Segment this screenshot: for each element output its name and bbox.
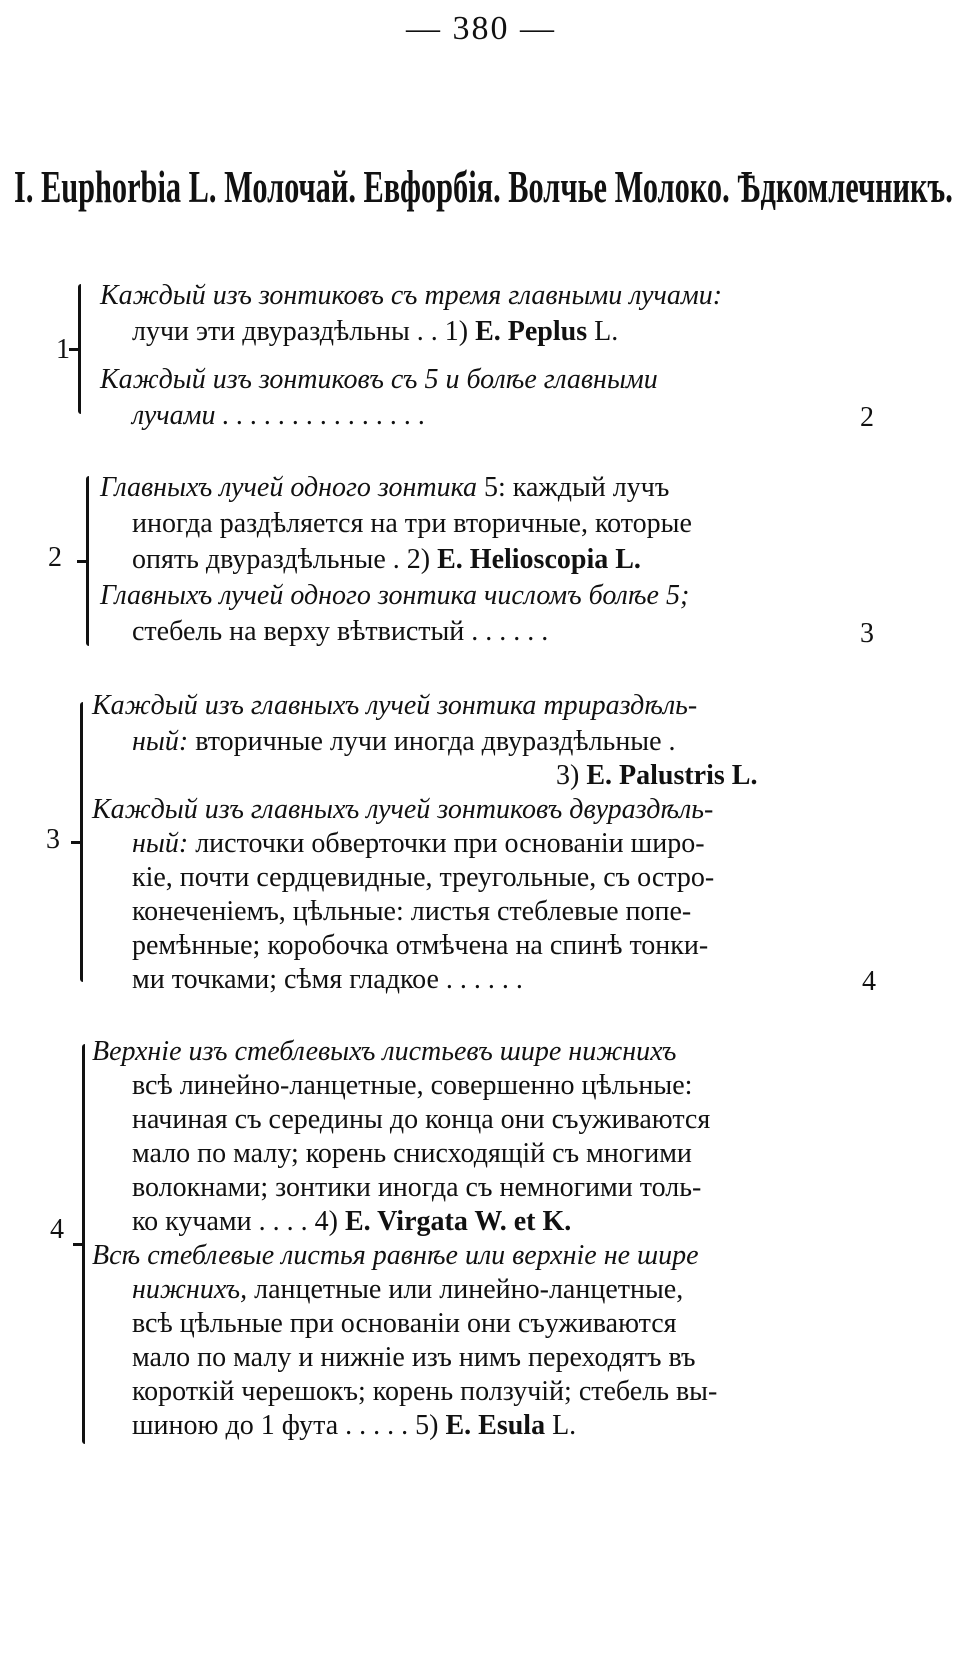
lead-text: лучами . . . . . . . . . . . . . . .	[132, 400, 426, 431]
lead-text: лучи эти двураздѣльны . . 1) E. Peplus L.	[132, 316, 619, 347]
lead-text: конеченіемъ, цѣльные: листья стеблевые попе-	[132, 896, 692, 927]
species-name: E. Palustris L.	[586, 760, 758, 791]
brace	[82, 1044, 85, 1444]
lead-text: волокнами; зонтики иногда съ немногими толь-	[132, 1172, 702, 1203]
couplet-number: 2	[48, 542, 62, 573]
lead-text: ми точками; сѣмя гладкое . . . . . .	[132, 964, 523, 995]
lead-text: шиною до 1 фута . . . . . 5) E. Esula L.	[132, 1410, 577, 1441]
lead-text: Каждый изъ главныхъ лучей зонтика трираздѣль-	[92, 690, 698, 721]
lead-text: всѣ линейно-ланцетные, совершенно цѣльные:	[132, 1070, 693, 1101]
lead-text: Каждый изъ главныхъ лучей зонтиковъ двураздѣль-	[92, 794, 714, 825]
lead-text: Главныхъ лучей одного зонтика 5: каждый лучъ	[100, 472, 670, 503]
genus-heading: I. Euphorbia L. Молочай. Евфорбія. Волчье Молоко. Ѣдкомлечникъ.	[14, 161, 953, 212]
species-name: E. Helioscopia L.	[437, 544, 641, 575]
lead-text: ный: вторичные лучи иногда двураздѣльные .	[132, 726, 676, 757]
couplet-number: 3	[46, 824, 60, 855]
lead-text: стебель на верху вѣтвистый . . . . . .	[132, 616, 549, 647]
lead-text: кіе, почти сердцевидные, треугольные, съ остро-	[132, 862, 715, 893]
couplet-number: 4	[50, 1214, 64, 1245]
lead-text: Верхніе изъ стеблевыхъ листьевъ шире нижнихъ	[92, 1036, 677, 1067]
lead-text: мало по малу и нижніе изъ нимъ переходятъ въ	[132, 1342, 696, 1373]
author-abbrev: L.	[594, 316, 619, 347]
lead-text: начиная съ середины до конца они съуживаются	[132, 1104, 711, 1135]
page-number: — 380 —	[406, 10, 556, 47]
lead-text: Каждый изъ зонтиковъ съ тремя главными лучами:	[100, 280, 723, 311]
lead-text: Всѣ стеблевые листья равнѣе или верхніе не шире	[92, 1240, 699, 1271]
lead-text: 3) E. Palustris L.	[556, 760, 758, 791]
go-to-ref: 2	[860, 402, 874, 433]
lead-text: Главныхъ лучей одного зонтика числомъ болѣе 5;	[100, 580, 690, 611]
lead-text: ремѣнные; коробочка отмѣчена на спинѣ тонки-	[132, 930, 709, 961]
go-to-ref: 3	[860, 618, 874, 649]
lead-text: ко кучами . . . . 4) E. Virgata W. et K.	[132, 1206, 572, 1237]
brace	[78, 284, 81, 414]
species-name: E. Esula	[445, 1410, 546, 1441]
couplet-number: 1	[56, 334, 70, 365]
brace	[80, 702, 83, 982]
brace	[86, 476, 89, 646]
author-abbrev: L.	[552, 1410, 577, 1441]
lead-text: Каждый изъ зонтиковъ съ 5 и болѣе главными	[100, 364, 658, 395]
lead-text: нижнихъ, ланцетные или линейно-ланцетные,	[132, 1274, 684, 1305]
lead-text: опять двураздѣльные . 2) E. Helioscopia L.	[132, 544, 641, 575]
lead-text: ный: листочки обверточки при основаніи широ-	[132, 828, 705, 859]
lead-text: мало по малу; корень снисходящій съ многими	[132, 1138, 692, 1169]
lead-text: иногда раздѣляется на три вторичные, которые	[132, 508, 692, 539]
lead-text: всѣ цѣльные при основаніи они съуживаются	[132, 1308, 677, 1339]
species-name: E. Virgata W. et K.	[344, 1206, 572, 1237]
go-to-ref: 4	[862, 966, 876, 997]
lead-text: короткій черешокъ; корень ползучій; стебель вы-	[132, 1376, 718, 1407]
species-name: E. Peplus	[475, 316, 588, 347]
